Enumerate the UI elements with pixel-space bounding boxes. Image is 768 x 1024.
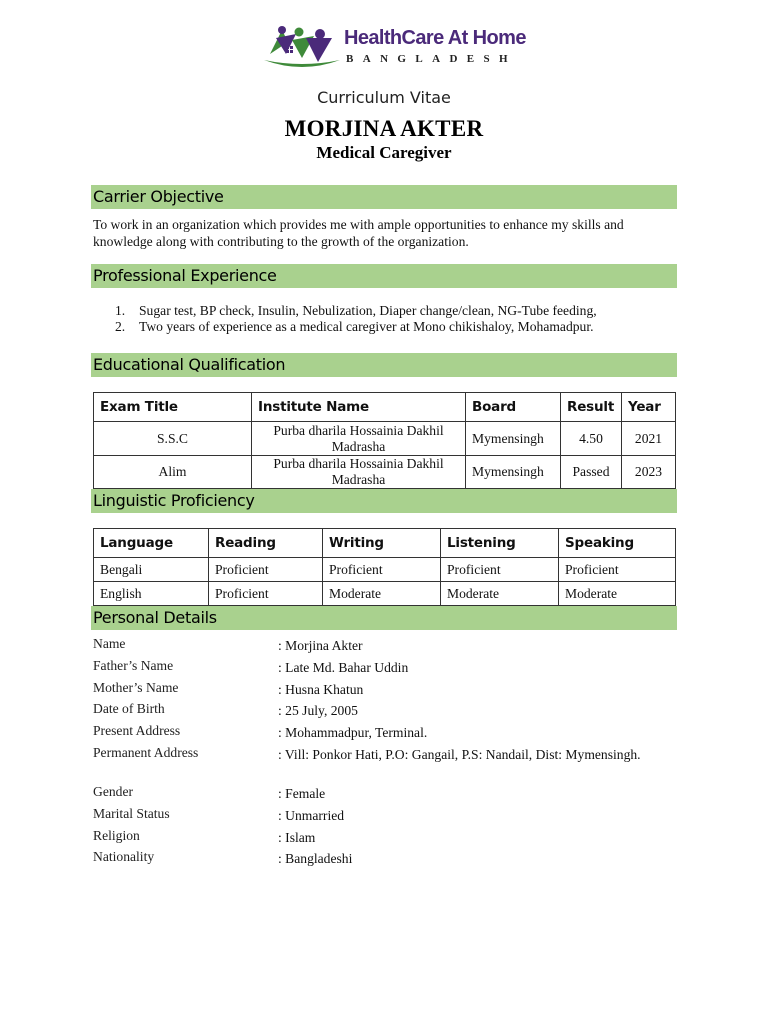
list-item [93, 303, 693, 319]
detail-row [93, 745, 693, 784]
detail-label: Permanent Address [93, 744, 199, 760]
list-item [93, 319, 693, 335]
detail-value: : Late Md. Bahar Uddin [278, 659, 409, 675]
list-text: Sugar test, BP check, Insulin, Nebulization, Diaper change/clean, NG-Tube feeding, [139, 303, 597, 318]
detail-value: : Islam [278, 829, 316, 845]
detail-label: Nationality [93, 849, 155, 865]
detail-value: : Bangladeshi [278, 851, 353, 867]
logo-people-icon [262, 24, 344, 70]
table-cell: 4.50 [561, 422, 622, 456]
detail-row [93, 784, 693, 806]
detail-label: Marital Status [93, 805, 170, 821]
detail-label: Name [93, 636, 126, 651]
detail-value: : Mohammadpur, Terminal. [278, 725, 428, 741]
detail-label: Date of Birth [93, 701, 165, 717]
detail-label: Gender [93, 783, 134, 799]
table-cell: Proficient [209, 558, 323, 582]
detail-row [93, 723, 693, 745]
table-cell: Purba dharila Hossainia Dakhil Madrasha [252, 456, 466, 489]
list-number: 2. [115, 319, 126, 334]
detail-row [93, 806, 693, 828]
candidate-role: Medical Caregiver [316, 143, 452, 162]
detail-label: Father’s Name [93, 657, 174, 673]
detail-label: Religion [93, 827, 140, 843]
list-number: 1. [115, 303, 126, 318]
list-text: Two years of experience as a medical caregiver at Mono chikishaloy, Mohamadpur. [139, 319, 594, 334]
table-cell: Passed [561, 456, 622, 489]
table-header: Result [561, 393, 622, 422]
personal-details [93, 636, 693, 871]
table-row [94, 558, 676, 582]
detail-row [93, 828, 693, 850]
section-education: Educational Qualification [91, 353, 677, 377]
detail-row [93, 658, 693, 680]
candidate-name: MORJINA AKTER [284, 116, 484, 141]
table-cell: Moderate [323, 582, 441, 606]
table-header: Listening [441, 529, 559, 558]
table-cell: 2021 [622, 422, 676, 456]
table-row [94, 582, 676, 606]
logo-name: HealthCare At Home [344, 27, 526, 49]
detail-row [93, 636, 693, 658]
detail-value: : Morjina Akter [278, 638, 363, 653]
table-cell: Bengali [94, 558, 209, 582]
table-cell: Moderate [559, 582, 676, 606]
table-header: Speaking [559, 529, 676, 558]
table-header: Writing [323, 529, 441, 558]
experience-list [93, 303, 693, 335]
table-row [94, 456, 676, 489]
table-cell: Proficient [559, 558, 676, 582]
logo-country: BANGLADESH [346, 53, 518, 65]
table-cell: Proficient [323, 558, 441, 582]
detail-value: : Unmarried [278, 807, 345, 823]
detail-value: : 25 July, 2005 [278, 703, 358, 719]
table-cell: S.S.C [94, 422, 252, 456]
table-header-row [94, 393, 676, 422]
table-header: Year [622, 393, 676, 422]
education-table [93, 392, 676, 489]
detail-label: Present Address [93, 723, 181, 739]
detail-value: : Female [278, 785, 326, 801]
table-cell: English [94, 582, 209, 606]
document-label: Curriculum Vitae [317, 88, 451, 107]
table-cell: Proficient [441, 558, 559, 582]
logo [262, 24, 526, 70]
table-cell: 2023 [622, 456, 676, 489]
detail-value: : Husna Khatun [278, 681, 364, 697]
table-header: Institute Name [252, 393, 466, 422]
section-personal: Personal Details [91, 606, 677, 630]
table-cell: Proficient [209, 582, 323, 606]
table-header: Language [94, 529, 209, 558]
section-experience: Professional Experience [91, 264, 677, 288]
section-languages: Linguistic Proficiency [91, 489, 677, 513]
table-header: Board [466, 393, 561, 422]
language-table [93, 528, 676, 606]
table-header: Reading [209, 529, 323, 558]
table-header: Exam Title [94, 393, 252, 422]
detail-row [93, 701, 693, 723]
table-cell: Alim [94, 456, 252, 489]
table-cell: Mymensingh [466, 422, 561, 456]
detail-label: Mother’s Name [93, 679, 179, 695]
table-cell: Mymensingh [466, 456, 561, 489]
detail-value: : Vill: Ponkor Hati, P.O: Gangail, P.S: Nandail, Dist: Mymensingh. [278, 746, 641, 762]
table-header-row [94, 529, 676, 558]
table-row [94, 422, 676, 456]
table-cell: Moderate [441, 582, 559, 606]
objective-text: To work in an organization which provides me with ample opportunities to enhance my skills and knowledge along with contributing to the growth of the organization. [93, 217, 624, 249]
table-cell: Purba dharila Hossainia Dakhil Madrasha [252, 422, 466, 456]
detail-row [93, 849, 693, 871]
detail-row [93, 680, 693, 702]
section-objective: Carrier Objective [91, 185, 677, 209]
